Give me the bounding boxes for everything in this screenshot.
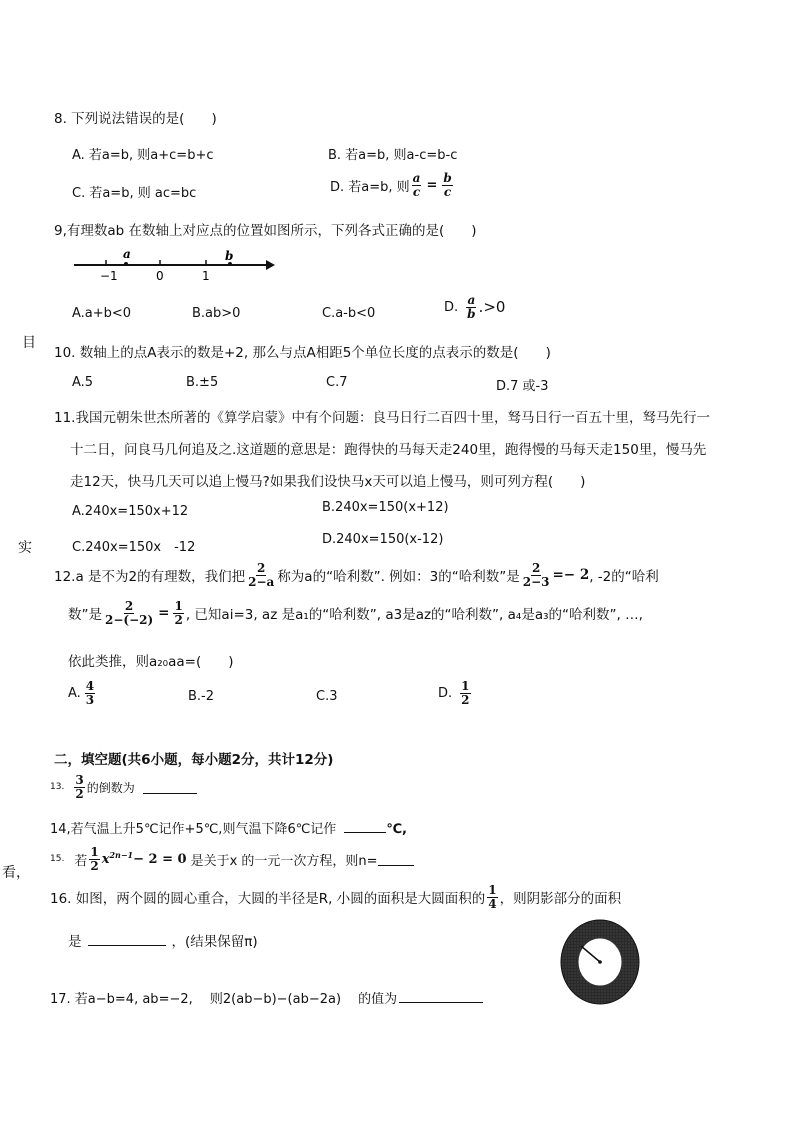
q11-option-a: A.240x=150x+12 <box>72 504 189 519</box>
q12-option-d <box>438 680 473 706</box>
q9-d-frac: $\frac{a}{b}$ <box>467 293 476 321</box>
q11-line1: 11.我国元朝朱世杰所著的《算学启蒙》中有个问题：良马日行二百四十里，驽马日行一百五十里，驽马先行一 <box>54 410 710 426</box>
q14-unit: ℃, <box>386 822 407 837</box>
q12-l2-b: , 已知ai=3, az 是a₁的“哈利数”, a3是az的“哈利数”, a₄是a₃的“哈利数”, …, <box>185 607 643 624</box>
q13-num: 13. <box>50 782 65 793</box>
q12-l1-frac2: $\frac{2}{2-3}$ <box>522 561 550 589</box>
tick-label-minus-one: −1 <box>100 269 118 283</box>
section2-title: 二，填空题(共6小题，每小题2分，共计12分) <box>54 752 334 768</box>
q10-stem: 10. 数轴上的点A表示的数是+2, 那么与点A相距5个单位长度的点表示的数是( ) <box>54 345 551 361</box>
q11-option-c: C.240x=150x -12 <box>72 540 196 555</box>
q12-d-prefix: D. <box>438 685 453 701</box>
q8-stem: 8. 下列说法错误的是( ) <box>54 111 217 127</box>
q16-l2-a: 是 <box>68 934 82 950</box>
q15-frac: $\frac{1}{2}$ <box>90 845 99 873</box>
q8-option-a: A. 若a=b, 则a+c=b+c <box>72 148 214 163</box>
q9-d-prefix: D. <box>444 299 459 315</box>
q17-text: 17. 若a−b=4, ab=−2, 则2(ab−b)−(ab−2a) 的值为 <box>50 992 398 1007</box>
q16-l2-b: ，(结果保留π) <box>171 934 258 950</box>
q8-option-c: C. 若a=b, 则 ac=bc <box>72 186 197 201</box>
q8-d-prefix: D. 若a=b, 则 <box>330 179 410 195</box>
side-mark-1: 目 <box>22 335 36 351</box>
side-mark-2: 实 <box>18 540 32 556</box>
q9-option-c: C.a-b<0 <box>322 306 376 321</box>
q12-l2-eq: = <box>158 605 170 622</box>
q10-option-d: D.7 或-3 <box>496 379 549 394</box>
q13-blank <box>143 781 197 794</box>
q16-blank <box>88 933 166 946</box>
q11-option-b: B.240x=150(x+12) <box>322 500 449 515</box>
q11-option-d: D.240x=150(x-12) <box>322 532 444 547</box>
q14 <box>50 818 407 837</box>
q15-rest: − 2 = 0 <box>133 851 187 867</box>
q13 <box>50 774 197 800</box>
q15-sup: 2n−1 <box>109 850 134 860</box>
q12-l2-frac2: $\frac{1}{2}$ <box>174 599 183 627</box>
q12-l1-d: , -2的“哈利 <box>589 569 659 586</box>
q11-line2: 十二日，问良马几何追及之.这道题的意思是：跑得快的马每天走240里，跑得慢的马每天走150里，慢马先 <box>70 442 707 458</box>
q12-l1-a: 12.a 是不为2的有理数，我们把 <box>54 569 246 586</box>
point-b-label: b <box>225 249 234 263</box>
tick-label-zero: 0 <box>156 269 164 283</box>
q14-blank <box>344 820 386 833</box>
q10-option-c: C.7 <box>326 375 348 390</box>
q10-option-a: A.5 <box>72 375 94 390</box>
q12-line1 <box>54 562 659 588</box>
side-mark-3: 看， <box>2 865 30 881</box>
q15-b: 是关于x 的一元一次方程，则n= <box>190 853 378 869</box>
q12-l1-c: =− 2 <box>552 567 590 584</box>
q9-option-a: A.a+b<0 <box>72 306 132 321</box>
q8-d-frac1: $\frac{a}{c}$ <box>412 171 421 199</box>
q8-option-b: B. 若a=b, 则a-c=b-c <box>328 148 458 163</box>
q12-l2-frac: $\frac{2}{2-(-2)}$ <box>105 599 154 627</box>
q12-option-a <box>68 680 97 706</box>
q12-d-frac: $\frac{1}{2}$ <box>461 679 470 707</box>
q9-d-suffix: .>0 <box>478 298 506 317</box>
q15-blank <box>378 853 414 866</box>
q16-line1 <box>50 884 621 910</box>
q16-frac: $\frac{1}{4}$ <box>488 883 497 911</box>
q12-a-prefix: A. <box>68 685 81 701</box>
q8-option-d <box>330 172 455 198</box>
q16-l1-b: ，则阴影部分的面积 <box>499 891 622 908</box>
q16-line2 <box>68 930 258 950</box>
number-line <box>70 244 280 284</box>
point-a-dot <box>124 262 128 266</box>
concentric-circles-figure <box>559 918 641 1006</box>
q15 <box>50 846 414 872</box>
q11-line3: 走12天，快马几天可以追上慢马?如果我们设快马x天可以追上慢马，则可列方程( ) <box>70 474 586 490</box>
q12-line3: 依此类推，则a₂₀aa=( ) <box>68 654 234 670</box>
q13-frac: $\frac{3}{2}$ <box>75 773 84 801</box>
q15-expr: x <box>101 851 110 867</box>
q12-l1-b: 称为a的“哈利数”. 例如：3的“哈利数”是 <box>277 569 520 586</box>
q10-option-b: B.±5 <box>186 375 219 390</box>
q12-l2-a: 数”是 <box>68 607 102 624</box>
center-dot <box>598 960 602 964</box>
q9-stem: 9,有理数ab 在数轴上对应点的位置如图所示，下列各式正确的是( ) <box>54 223 477 239</box>
q12-line2 <box>68 600 643 626</box>
q12-a-frac: $\frac{4}{3}$ <box>85 679 95 707</box>
q16-l1-a: 16. 如图，两个圆的圆心重合，大圆的半径是R, 小圆的面积是大圆面积的 <box>50 891 486 908</box>
q13-text: 的倒数为 <box>86 780 135 795</box>
tick-label-one: 1 <box>202 269 210 283</box>
q17 <box>50 988 483 1007</box>
q8-d-frac2: $\frac{b}{c}$ <box>443 171 452 199</box>
q12-option-c: C.3 <box>316 689 338 704</box>
q8-d-eq: = <box>426 177 438 193</box>
q17-blank <box>399 990 483 1003</box>
q9-option-b: B.ab>0 <box>192 306 241 321</box>
point-a-label: a <box>123 247 131 261</box>
q9-option-d <box>444 294 505 320</box>
q14-text: 14,若气温上升5℃记作+5℃,则气温下降6℃记作 <box>50 822 337 837</box>
q12-option-b: B.-2 <box>188 689 215 704</box>
q12-l1-frac: $\frac{2}{2-a}$ <box>248 561 275 589</box>
q15-num: 15. <box>50 854 65 865</box>
q15-a: 若 <box>74 853 88 869</box>
